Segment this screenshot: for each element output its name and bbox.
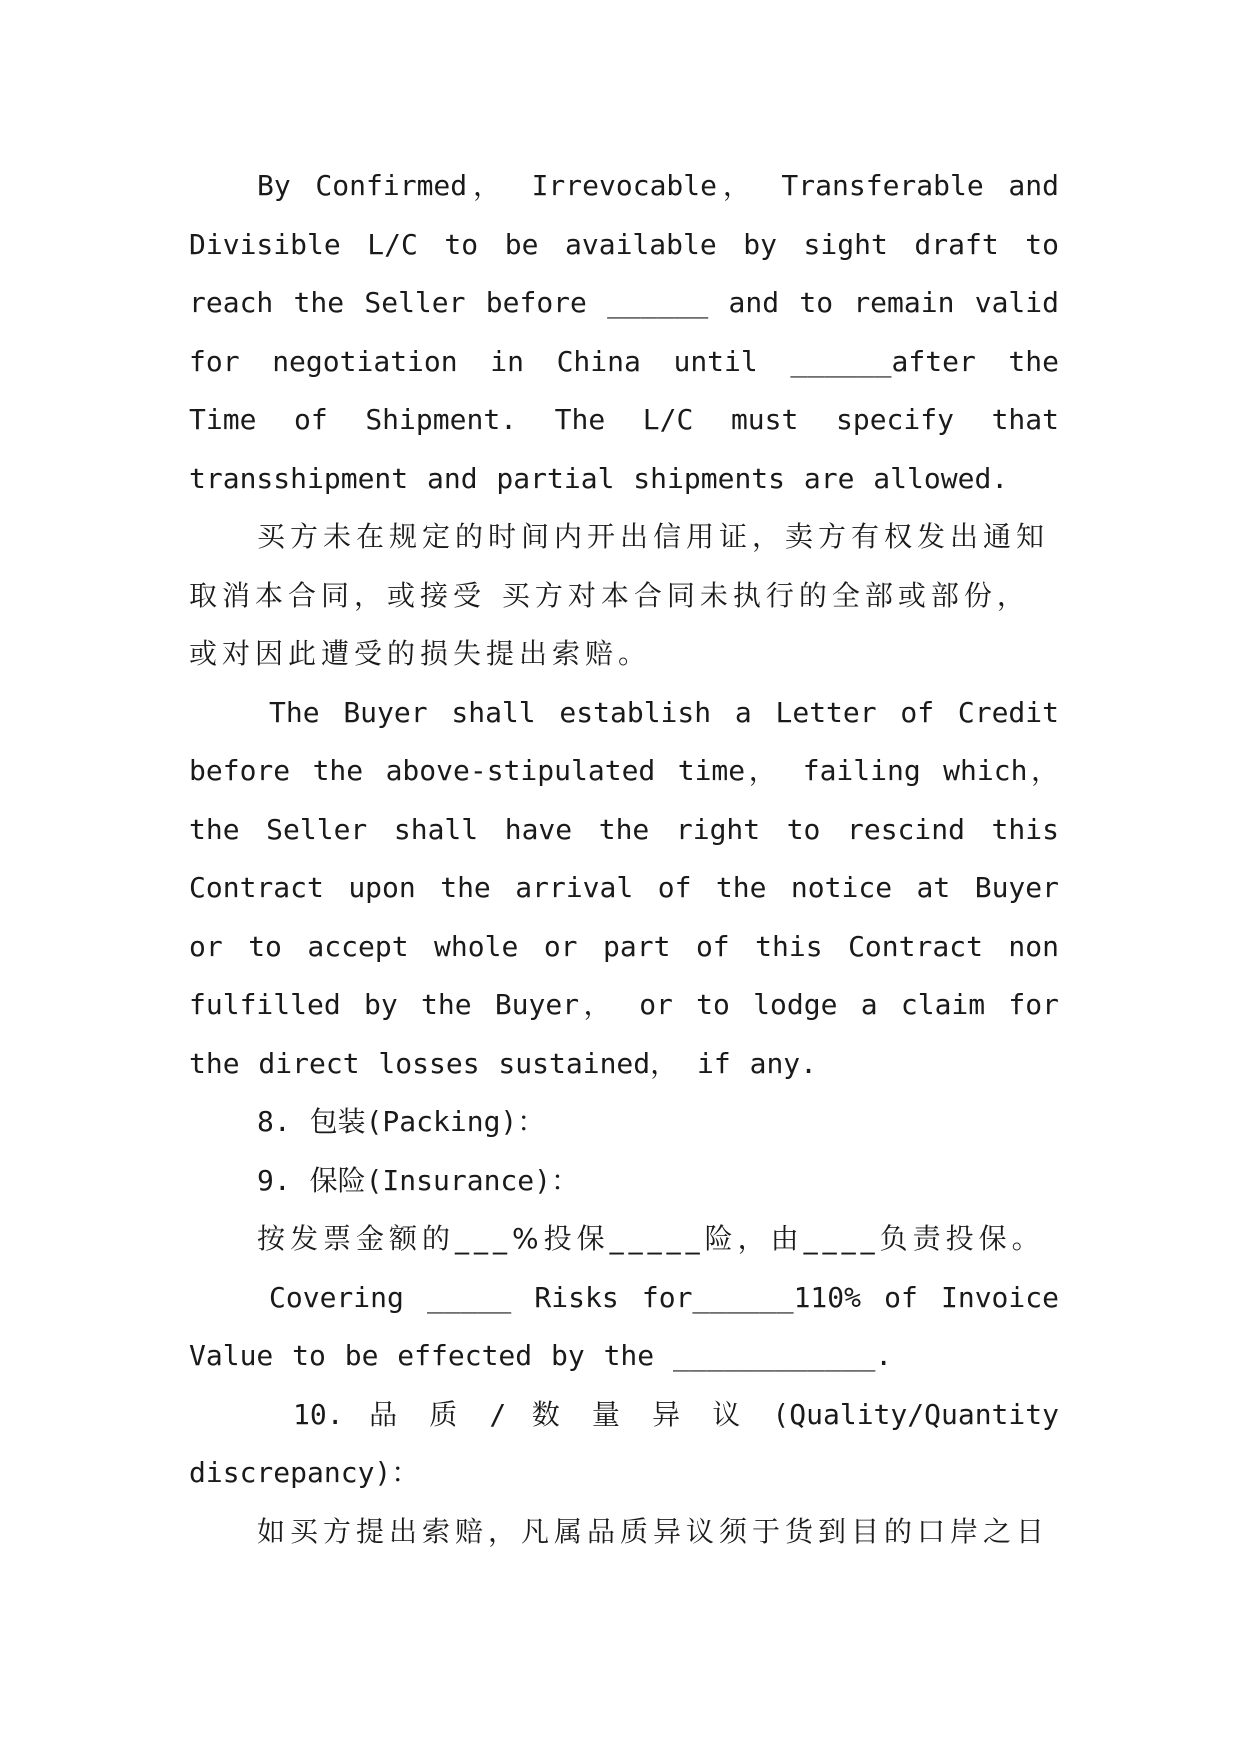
document-body xyxy=(189,157,1059,1561)
lc-failure-english-paragraph: The Buyer shall establish a Letter of Credit before the above-stipulated time， failing which， the Seller shall have the right to rescind this Contract upon the arrival of the notice at Buyer or to accept whole or part of this Contract non fulfilled by the Buyer， or to lodge a claim for the direct losses sustained， if any. xyxy=(189,695,1059,1080)
lc-terms-paragraph: By Confirmed， Irrevocable， Transferable and Divisible L/C to be available by sight draft to reach the Seller before ______ and to remain valid for negotiation in China until ______after the Time of Shipment. The L/C must specify that transshipment and partial shipments are allowed. xyxy=(189,169,1059,495)
discrepancy-chinese-paragraph: 如买方提出索赔，凡属品质异议须于货到目的口岸之日 xyxy=(257,1514,1050,1548)
insurance-chinese-paragraph: 按发票金额的___%投保_____险，由____负责投保。 xyxy=(257,1222,1045,1255)
discrepancy-heading: 10. 品 质 / 数 量 异 议 (Quality/Quantity discrepancy)： xyxy=(189,1397,1059,1489)
lc-failure-chinese-paragraph: 买方未在规定的时间内开出信用证，卖方有权发出通知取消本合同，或接受 买方对本合同未执行的全部或部份，或对因此遭受的损失提出索赔。 xyxy=(189,520,1050,670)
insurance-heading: 9. 保险(Insurance)： xyxy=(257,1163,580,1197)
packing-heading: 8. 包装(Packing)： xyxy=(257,1105,546,1138)
insurance-english-paragraph: Covering _____ Risks for______110% of Invoice Value to be effected by the ____________. xyxy=(189,1280,1059,1372)
